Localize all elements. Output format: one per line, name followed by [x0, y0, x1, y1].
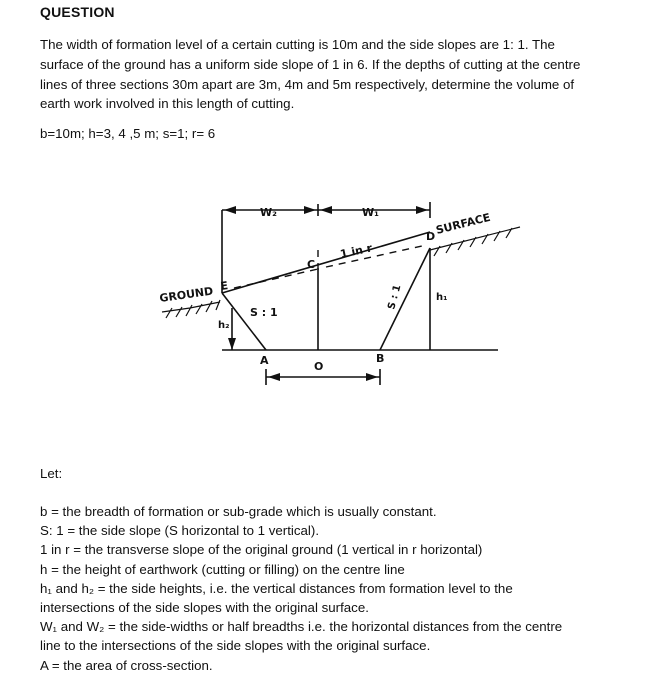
- w2-label: W₂: [260, 206, 277, 219]
- d-label: D: [426, 230, 436, 243]
- definition-line: A = the area of cross-section.: [40, 657, 213, 673]
- let-label: Let:: [40, 466, 63, 481]
- arrowhead: [366, 373, 378, 381]
- slope-label: 1 in r: [338, 241, 374, 261]
- definition-line: h₁ and h₂ = the side heights, i.e. the vertical distances from formation level to the: [40, 580, 513, 596]
- arrowhead: [228, 338, 236, 350]
- right-side-slope: [380, 248, 430, 350]
- w1-label: W₁: [362, 206, 379, 219]
- question-line: earth work involved in this length of cutting.: [40, 96, 295, 112]
- surface-label: SURFACE: [434, 210, 492, 237]
- definition-line: 1 in r = the transverse slope of the original ground (1 vertical in r horizontal): [40, 542, 483, 558]
- cross-section-diagram: [150, 190, 530, 390]
- c-label: C: [307, 258, 316, 271]
- point-o-label: O: [314, 360, 324, 373]
- right-slope-label: S : 1: [386, 283, 404, 311]
- question-line: The width of formation level of a certain cutting is 10m and the side slopes are 1: 1. The: [40, 37, 555, 52]
- h2-label: h₂: [218, 320, 230, 331]
- arrowhead: [320, 206, 332, 214]
- h1-label: h₁: [436, 292, 448, 303]
- definition-line: b = the breadth of formation or sub-grade which is usually constant.: [40, 504, 437, 519]
- arrowhead: [416, 206, 428, 214]
- point-a-label: A: [260, 354, 269, 367]
- arrowhead: [304, 206, 316, 214]
- e-label: E: [219, 279, 229, 293]
- definition-line: S: 1 = the side slope (S horizontal to 1 vertical).: [40, 523, 320, 539]
- question-line: lines of three sections 30m apart are 3m, 4m and 5m respectively, determine the volume of: [40, 76, 575, 92]
- definition-line: line to the intersections of the side slopes with the original surface.: [40, 638, 431, 654]
- arrowhead: [224, 206, 236, 214]
- ground-label: GROUND: [158, 284, 215, 305]
- question-line: surface of the ground has a uniform side slope of 1 in 6. If the depths of cutting at the centre: [40, 56, 581, 72]
- cross-section-figure: [150, 190, 530, 390]
- arrowhead: [268, 373, 280, 381]
- question-text: [40, 35, 640, 114]
- left-slope-label: S : 1: [250, 306, 278, 319]
- definitions-list: [40, 502, 640, 675]
- definition-line: h = the height of earthwork (cutting or filling) on the centre line: [40, 561, 405, 577]
- question-heading: QUESTION: [40, 4, 115, 20]
- point-b-label: B: [376, 352, 385, 365]
- definition-line: W₁ and W₂ = the side-widths or half breadths i.e. the horizontal distances from the centre: [40, 619, 563, 635]
- definition-line: intersections of the side slopes with the original surface.: [40, 600, 369, 616]
- given-values: b=10m; h=3, 4 ,5 m; s=1; r= 6: [40, 126, 216, 141]
